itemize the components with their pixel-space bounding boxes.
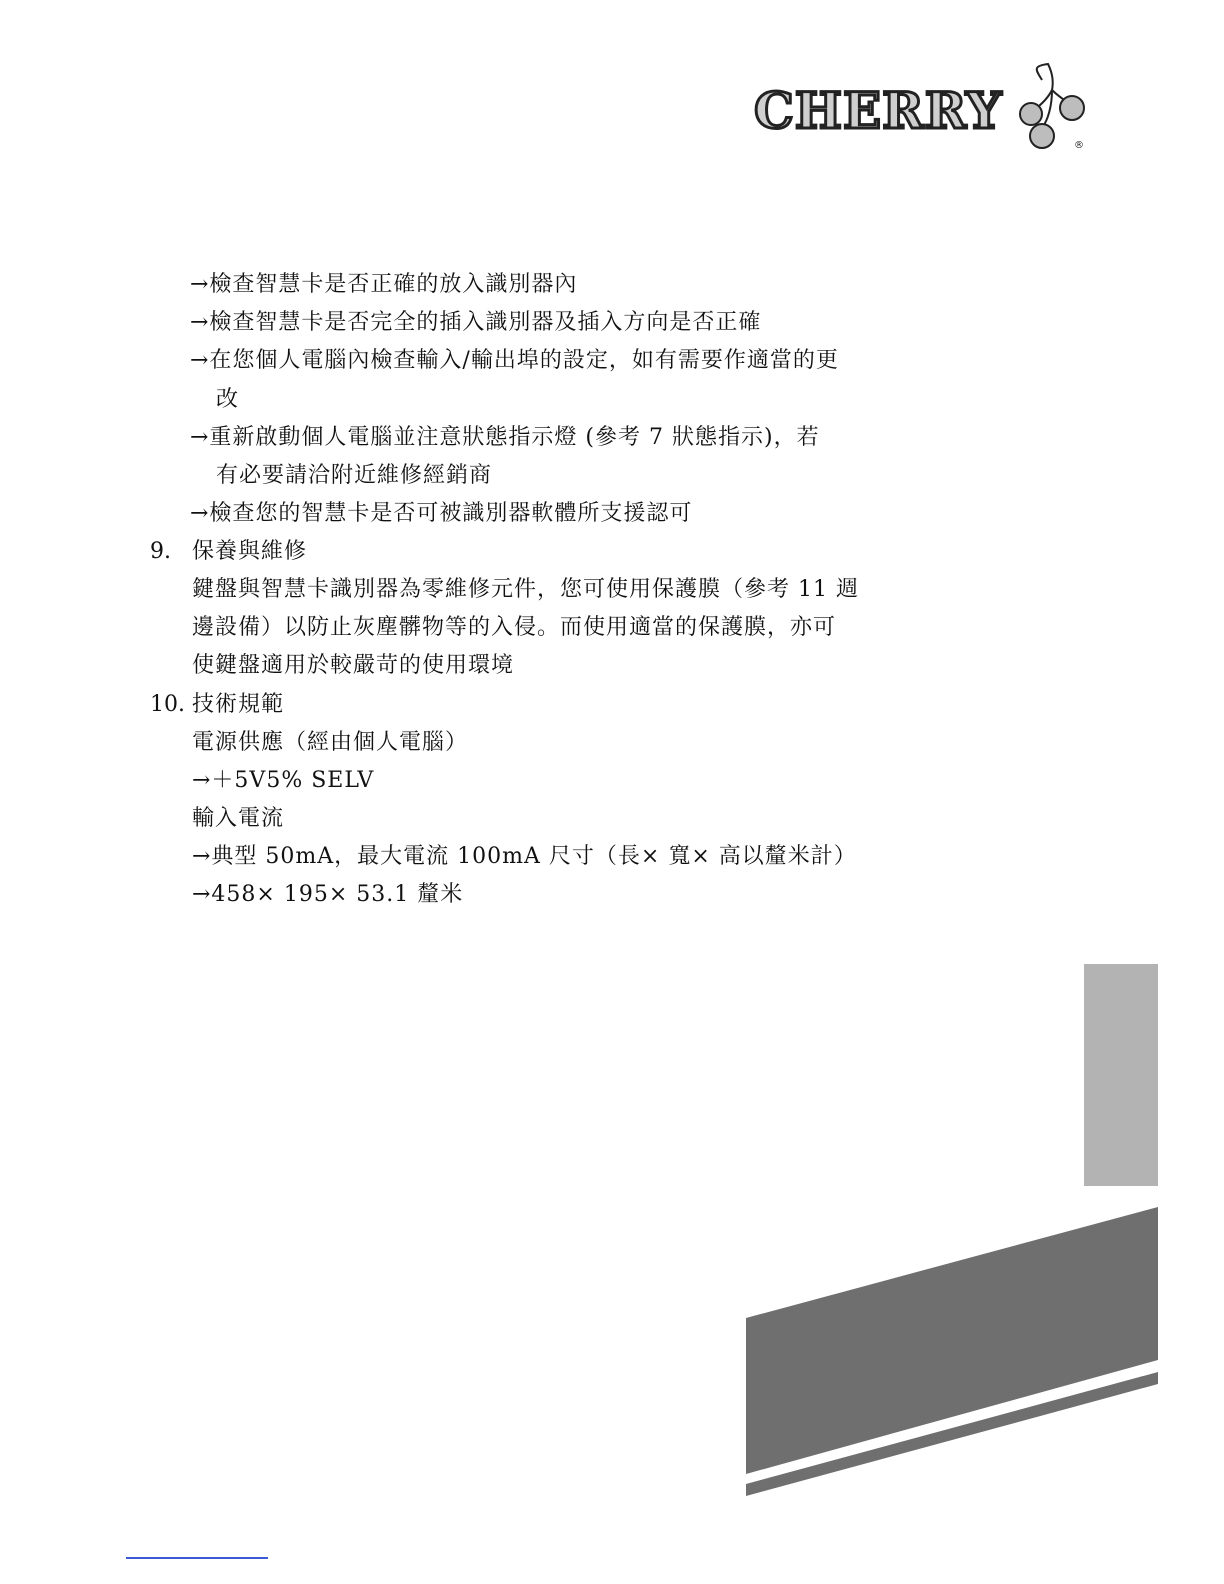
section-number: 9. [150,539,171,564]
section-number: 10. [150,692,185,717]
troubleshoot-item-continued: 有必要請洽附近維修經銷商 [216,463,493,488]
paragraph-line: 鍵盤與智慧卡識別器為零維修元件，您可使用保護膜（參考 11 週 [192,577,859,602]
spec-line: →＋5V5% SELV [192,768,375,793]
spec-line: →典型 50mA，最大電流 100mA 尺寸（長× 寬× 高以釐米計） [192,844,857,869]
footer-link-rule [126,1557,268,1559]
troubleshoot-item: →在您個人電腦內檢查輸入/輸出埠的設定，如有需要作適當的更 [190,348,839,373]
spec-line: 輸入電流 [192,806,285,831]
section-title: 保養與維修 [192,539,308,564]
logo-wordmark: CHERRY [754,81,1003,140]
paragraph-line: 使鍵盤適用於較嚴苛的使用環境 [192,653,515,678]
troubleshoot-item: →檢查智慧卡是否正確的放入識別器內 [190,272,578,297]
spec-line: 電源供應（經由個人電腦） [192,730,469,755]
troubleshoot-item: →檢查智慧卡是否完全的插入識別器及插入方向是否正確 [190,310,762,335]
troubleshoot-item-continued: 改 [216,387,240,412]
spec-line: →458× 195× 53.1 釐米 [192,882,464,907]
paragraph-line: 邊設備）以防止灰塵髒物等的入侵。而使用適當的保護膜，亦可 [192,615,837,640]
troubleshoot-item: →檢查您的智慧卡是否可被識別器軟體所支援認可 [190,501,693,526]
section-title: 技術規範 [192,692,285,717]
troubleshoot-item: →重新啟動個人電腦並注意狀態指示燈 (參考 7 狀態指示)，若 [190,425,820,450]
registered-mark: ® [1074,140,1084,151]
